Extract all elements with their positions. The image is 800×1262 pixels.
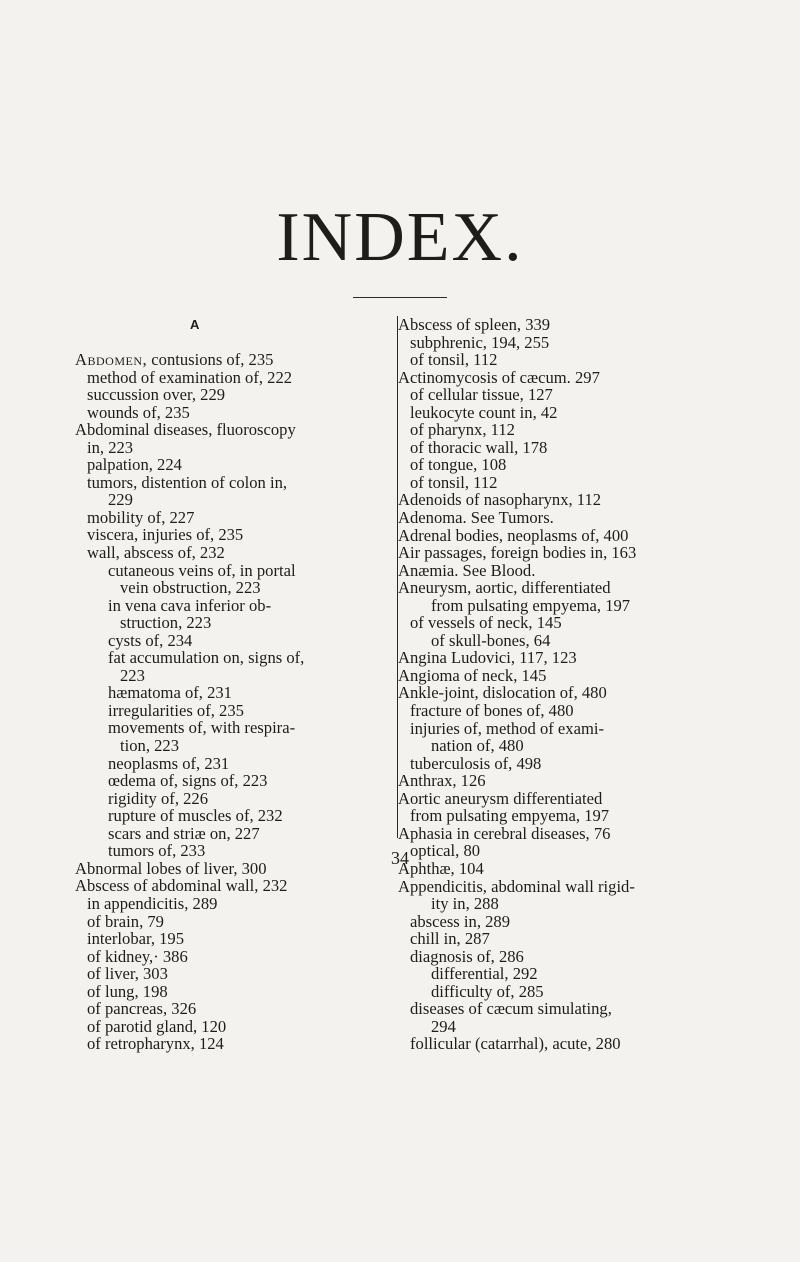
entry-text: fat accumulation on, signs of, [108,648,305,668]
index-entry [398,562,758,580]
index-entry [398,702,758,720]
entry-text: Appendicitis, abdominal wall rigid- [398,876,635,896]
entry-text: Adenoids of nasopharynx, 112 [398,490,602,510]
entry-text: 229 [108,490,133,510]
index-entry [75,632,379,650]
index-entry [75,614,379,632]
entry-text: of tongue, 108 [410,455,507,475]
entry-text: struction, 223 [120,613,212,633]
entry-text: contusions of, 235 [147,350,274,369]
entry-text: palpation, 224 [87,455,182,475]
index-entry [398,351,758,369]
index-entry [75,772,379,790]
entry-text: Angioma of neck, 145 [398,665,547,685]
index-column-left [75,316,379,1053]
index-entry [75,877,379,895]
index-entry [75,860,379,878]
index-entry [398,807,758,825]
page-number: 34 [391,848,409,868]
index-entry [398,667,758,685]
entry-text: subphrenic, 194, 255 [410,332,550,352]
index-entry [75,842,379,860]
index-entry [398,1018,758,1036]
entry-text: Adrenal bodies, neoplasms of, 400 [398,525,629,545]
left-entries [75,351,379,1053]
entry-text: Abscess of abdominal wall, 232 [75,876,288,896]
section-letter: A [190,317,200,332]
entry-text: mobility of, 227 [87,507,195,527]
index-entry [75,421,379,439]
index-entry [75,807,379,825]
index-entry [398,842,758,860]
index-entry [75,369,379,387]
entry-text: Angina Ludovici, 117, 123 [398,648,577,668]
entry-text: Abdominal diseases, fluoroscopy [75,420,296,440]
page-title: INDEX. [276,199,524,276]
right-entries [398,316,758,1053]
index-entry [75,509,379,527]
entry-text: of tonsil, 112 [410,350,498,370]
index-entry [75,649,379,667]
entry-text: rigidity of, 226 [108,788,209,808]
entry-text: of lung, 198 [87,981,168,1001]
index-entry [398,878,758,896]
index-entry [398,860,758,878]
index-entry [398,684,758,702]
index-entry [398,491,758,509]
index-entry [398,895,758,913]
entry-text: of thoracic wall, 178 [410,437,548,457]
index-entry [75,439,379,457]
entry-text: of kidney,· 386 [87,946,188,966]
entry-text: Actinomycosis of cæcum. 297 [398,367,600,387]
index-column-right [398,316,758,1053]
entry-text: of cellular tissue, 127 [410,385,553,405]
entry-text: interlobar, 195 [87,929,185,949]
index-entry [398,369,758,387]
entry-text: tion, 223 [120,736,180,756]
entry-text: of pancreas, 326 [87,999,197,1019]
entry-text: œdema of, signs of, 223 [108,771,268,791]
entry-text: cysts of, 234 [108,630,193,650]
index-entry [398,772,758,790]
entry-text: of brain, 79 [87,911,164,931]
index-entry [75,930,379,948]
index-entry [398,649,758,667]
index-entry [398,632,758,650]
entry-text: wall, abscess of, 232 [87,543,225,563]
index-entry [75,351,379,369]
entry-text: in, 223 [87,437,134,457]
entry-text: viscera, injuries of, 235 [87,525,244,545]
entry-text: nation of, 480 [431,736,524,756]
entry-text: diagnosis of, 286 [410,946,524,966]
entry-text: method of examination of, 222 [87,367,293,387]
entry-text: 294 [431,1016,456,1036]
entry-text: Aortic aneurysm differentiated [398,788,603,808]
entry-text: tumors of, 233 [108,841,206,861]
entry-text: of liver, 303 [87,964,168,984]
entry-text: abscess in, 289 [410,911,511,931]
entry-text: succussion over, 229 [87,385,226,405]
entry-text: from pulsating empyema, 197 [431,595,631,615]
entry-text: difficulty of, 285 [431,981,544,1001]
entry-text: irregularities of, 235 [108,700,244,720]
index-entry [75,895,379,913]
index-entry [75,965,379,983]
index-entry [398,404,758,422]
entry-text: of pharynx, 112 [410,420,515,440]
entry-text: of skull-bones, 64 [431,630,551,650]
index-entry [398,965,758,983]
index-entry [75,544,379,562]
entry-text: diseases of cæcum simulating, [410,999,612,1019]
index-entry [398,737,758,755]
index-entry [398,790,758,808]
entry-text: follicular (catarrhal), acute, 280 [410,1034,621,1054]
entry-text: cutaneous veins of, in portal [108,560,296,580]
entry-text: of retropharynx, 124 [87,1034,224,1054]
index-entry [398,579,758,597]
title-rule [353,297,447,298]
index-entry [398,509,758,527]
entry-text: optical, 80 [410,841,481,861]
index-entry [75,825,379,843]
index-entry [75,456,379,474]
entry-text: leukocyte count in, 42 [410,402,558,422]
index-entry [398,456,758,474]
index-entry [75,1000,379,1018]
index-entry [398,334,758,352]
entry-text: tuberculosis of, 498 [410,753,542,773]
index-entry [75,526,379,544]
index-entry [75,719,379,737]
index-entry [398,421,758,439]
entry-text: Anæmia. See Blood. [398,560,536,580]
entry-text: differential, 292 [431,964,538,984]
index-entry [75,491,379,509]
entry-heading: Abdomen, [75,350,148,369]
index-entry [398,544,758,562]
entry-text: fracture of bones of, 480 [410,701,574,721]
index-entry [398,948,758,966]
index-entry [398,930,758,948]
entry-text: 223 [120,665,145,685]
index-entry [398,316,758,334]
entry-text: ity in, 288 [431,894,499,914]
entry-text: in vena cava inferior ob- [108,595,272,615]
index-entry [75,790,379,808]
index-entry [75,404,379,422]
entry-text: tumors, distention of colon in, [87,472,288,492]
entry-text: Abscess of spleen, 339 [398,315,551,334]
index-entry [398,1035,758,1053]
entry-text: of tonsil, 112 [410,472,498,492]
index-entry [398,983,758,1001]
entry-text: Adenoma. See Tumors. [398,508,554,528]
index-entry [75,983,379,1001]
entry-text: of vessels of neck, 145 [410,613,562,633]
index-entry [75,737,379,755]
index-entry [398,825,758,843]
entry-text: of parotid gland, 120 [87,1016,227,1036]
entry-text: hæmatoma of, 231 [108,683,232,703]
index-entry [75,562,379,580]
entry-text: Anthrax, 126 [398,771,486,791]
entry-text: wounds of, 235 [87,402,190,422]
entry-text: Abnormal lobes of liver, 300 [75,858,267,878]
entry-text: Ankle-joint, dislocation of, 480 [398,683,607,703]
entry-text: Aneurysm, aortic, differentiated [398,578,611,598]
entry-text: Aphthæ, 104 [398,858,484,878]
index-entry [75,386,379,404]
entry-text: movements of, with respira- [108,718,296,738]
entry-text: chill in, 287 [410,929,490,949]
index-entry [398,597,758,615]
entry-text: Air passages, foreign bodies in, 163 [398,543,637,563]
entry-text: rupture of muscles of, 232 [108,806,283,826]
index-entry [398,614,758,632]
entry-text: neoplasms of, 231 [108,753,230,773]
index-entry [398,720,758,738]
index-entry [398,1000,758,1018]
index-entry [75,667,379,685]
index-entry [398,755,758,773]
entry-text: scars and striæ on, 227 [108,823,260,843]
entry-text: Aphasia in cerebral diseases, 76 [398,823,611,843]
index-entry [75,474,379,492]
entry-text: in appendicitis, 289 [87,893,218,913]
index-entry [398,527,758,545]
index-entry [75,597,379,615]
index-entry [75,702,379,720]
index-entry [398,386,758,404]
index-entry [398,913,758,931]
index-entry [75,684,379,702]
entry-text: from pulsating empyema, 197 [410,806,610,826]
index-entry [75,948,379,966]
index-entry [75,1035,379,1053]
index-entry [75,755,379,773]
entry-text: vein obstruction, 223 [120,578,261,598]
index-entry [398,474,758,492]
index-entry [75,579,379,597]
entry-text: injuries of, method of exami- [410,718,605,738]
index-entry [398,439,758,457]
index-entry [75,913,379,931]
index-entry [75,1018,379,1036]
